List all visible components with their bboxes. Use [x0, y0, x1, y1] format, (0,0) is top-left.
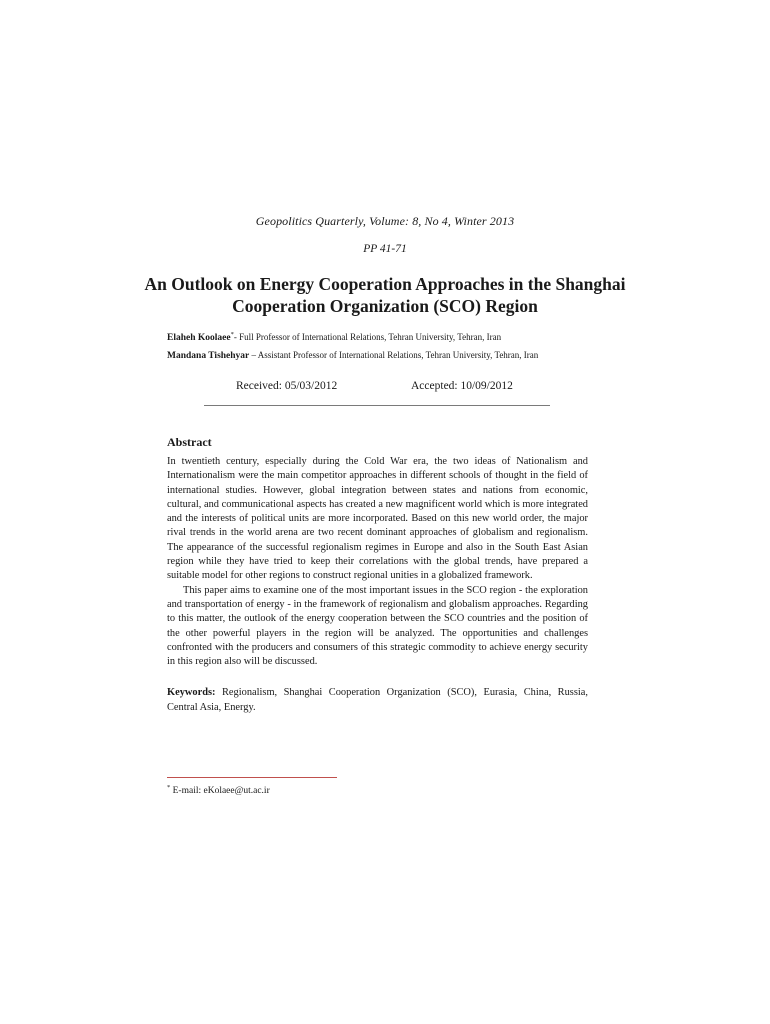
- author-affiliation: – Assistant Professor of International Relations, Tehran University, Tehran, Iran: [249, 349, 539, 360]
- author-affiliation: - Full Professor of International Relations, Tehran University, Tehran, Iran: [233, 332, 502, 342]
- received-date: Received: 05/03/2012: [236, 380, 338, 392]
- journal-citation: Geopolitics Quarterly, Volume: 8, No 4, Winter 2013: [255, 214, 515, 228]
- footnote-email: E-mail: eKolaee@ut.ac.ir: [170, 786, 270, 796]
- keywords: [167, 685, 588, 715]
- header-divider: [204, 405, 550, 406]
- footnote-divider: [167, 777, 337, 778]
- author-list: [167, 329, 607, 364]
- abstract-paragraph: In twentieth century, especially during the Cold War era, the two ideas of Nationalism and Internationalism were the main competitor approaches in different schools of thought in the field of international studies. However, global integration between states and nations from economic, cultural, and communicational aspects has created a new magnificent world which is more integrated and the interests of political units are more incorporated. Based on this new world order, the major rival trends in the world arena are two recent dominant approaches of globalism and regionalism. The appearance of the successful regionalism regimes in Europe and also in the South East Asian region while they have tried to keep their correlations with the global trends, have prepared a suitable model for other regions to construct regional unities in a globalized framework.: [167, 456, 588, 582]
- author-line: [167, 347, 607, 365]
- author-name: Elaheh Koolaee: [167, 333, 231, 343]
- corresponding-marker: *: [230, 331, 234, 338]
- abstract-body: [167, 455, 588, 669]
- accepted-date: Accepted: 10/09/2012: [411, 380, 513, 392]
- author-line: [167, 329, 607, 347]
- abstract-paragraph: This paper aims to examine one of the most important issues in the SCO region - the exploration and transportation of energy - in the framework of regionalism and globalism approaches. Regarding to this matter, the outlook of the energy cooperation between the SCO countries and the position of the other powerful players in the region will be analyzed. The opportunities and challenges confronted with the producers and consumers of this strategic commodity to achieve energy security in this region also will be discussed.: [167, 584, 588, 668]
- footnote-marker: *: [167, 783, 171, 791]
- author-name: Mandana Tishehyar: [167, 350, 250, 361]
- footnote: [167, 783, 270, 796]
- paper-title: An Outlook on Energy Cooperation Approaches in the Shanghai Cooperation Organization (SCO) Region: [144, 274, 626, 316]
- keywords-label: Keywords:: [167, 687, 216, 698]
- abstract-heading: Abstract: [167, 435, 212, 449]
- keywords-text: Regionalism, Shanghai Cooperation Organization (SCO), Eurasia, China, Russia, Central Asia, Energy.: [167, 687, 588, 713]
- page-range: PP 41-71: [363, 243, 407, 255]
